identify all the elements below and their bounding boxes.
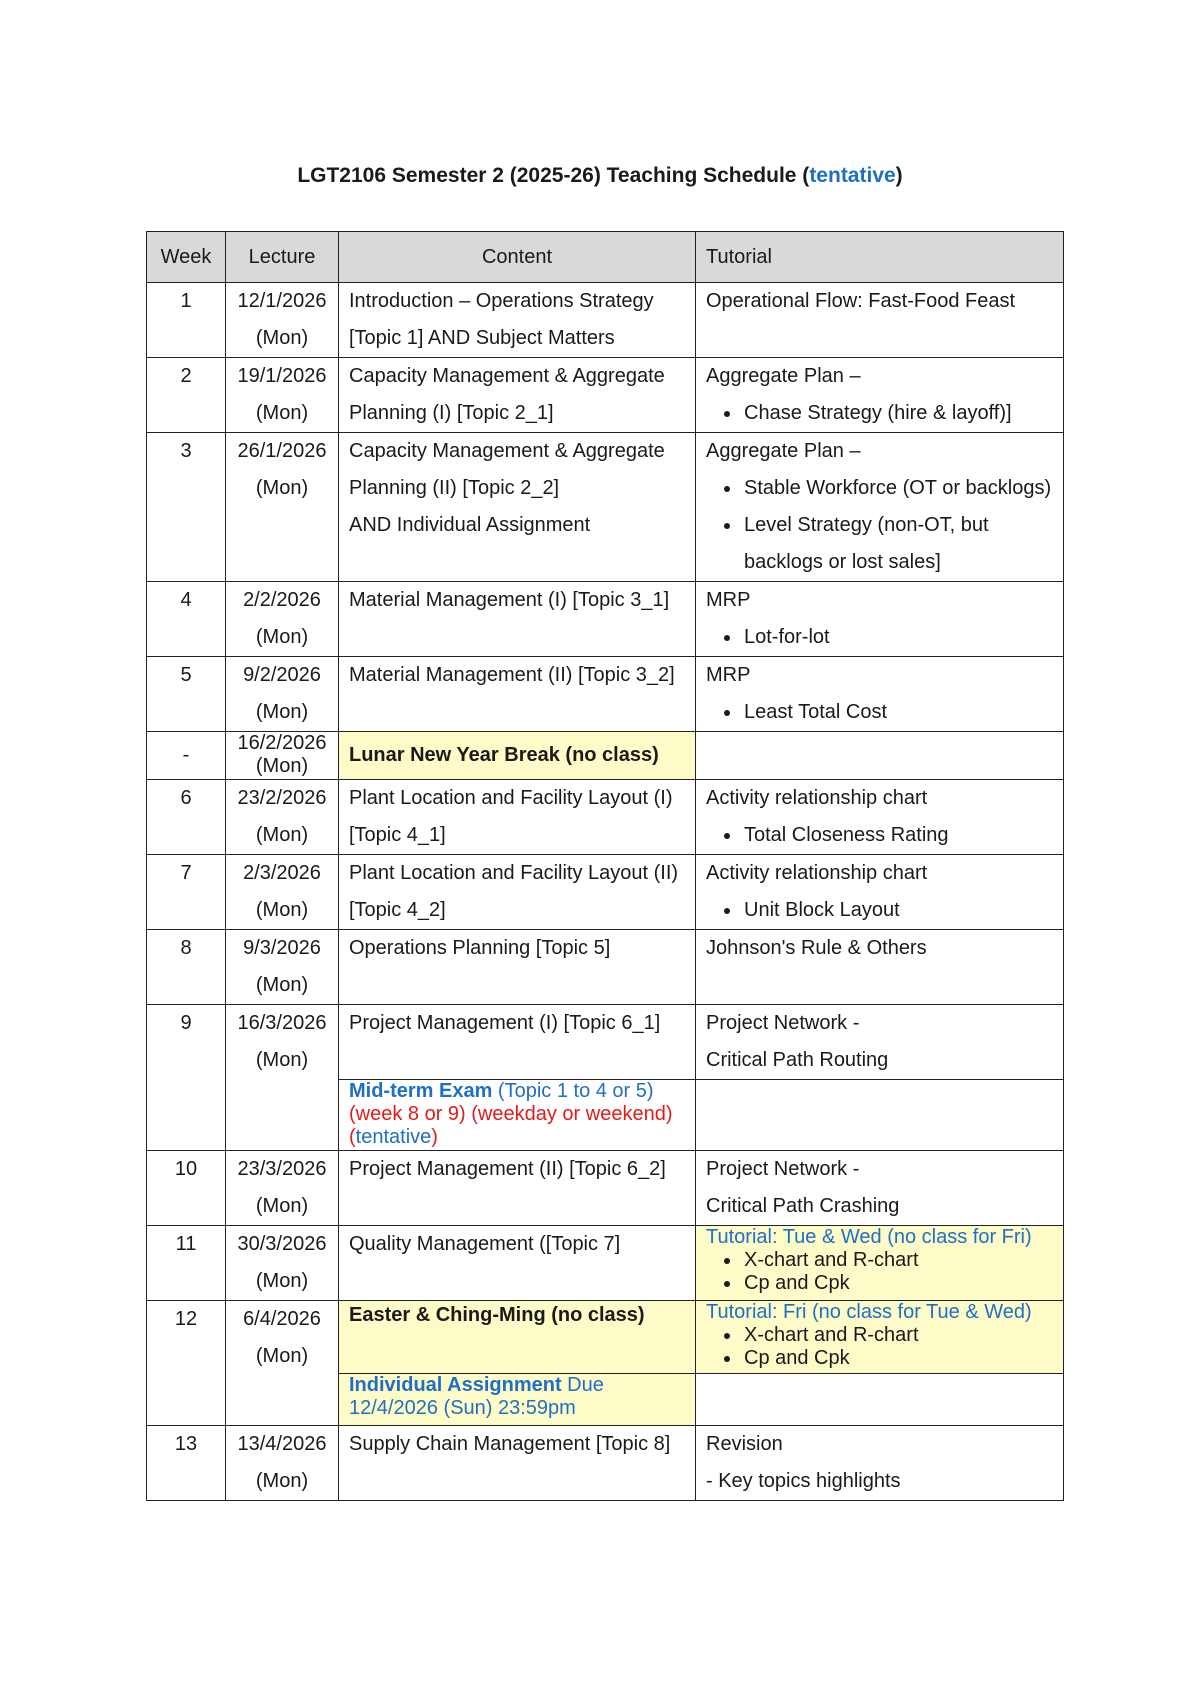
lecture-cell: 16/3/2026 (Mon) xyxy=(226,1005,339,1151)
tutorial-bullets xyxy=(706,619,1053,656)
content-cell: Capacity Management & Aggregate Planning (II) [Topic 2_2] AND Individual Assignment xyxy=(339,433,696,582)
list-item: • Level Strategy (non-OT, but backlogs or lost sales] xyxy=(742,507,1053,581)
tutorial-cell: Tutorial: Fri (no class for Tue & Wed) • X-chart and R-chart • Cp and Cpk xyxy=(696,1301,1064,1374)
table-row xyxy=(147,1005,1064,1080)
week-cell: 11 xyxy=(147,1226,226,1301)
list-item: • X-chart and R-chart xyxy=(742,1324,1053,1347)
content-cell: Supply Chain Management [Topic 8] xyxy=(339,1426,696,1501)
lecture-cell: 2/2/2026 (Mon) xyxy=(226,582,339,657)
table-row xyxy=(147,1301,1064,1374)
tutorial-cell: Activity relationship chart • Unit Block Layout xyxy=(696,855,1064,930)
week-cell: 1 xyxy=(147,283,226,358)
tutorial-bullets xyxy=(706,1249,1053,1295)
week-cell: 9 xyxy=(147,1005,226,1151)
table-row xyxy=(147,780,1064,855)
lecture-cell: 9/3/2026 (Mon) xyxy=(226,930,339,1005)
tutorial-cell: Johnson's Rule & Others xyxy=(696,930,1064,1005)
list-item: • X-chart and R-chart xyxy=(742,1249,1053,1272)
tutorial-bullets xyxy=(706,1324,1053,1370)
content-cell: Introduction – Operations Strategy [Topic 1] AND Subject Matters xyxy=(339,283,696,358)
list-item: • Cp and Cpk xyxy=(742,1272,1053,1295)
tutorial-cell: Activity relationship chart • Total Closeness Rating xyxy=(696,780,1064,855)
tutorial-bullets xyxy=(706,817,1053,854)
list-item: • Total Closeness Rating xyxy=(742,817,1053,854)
header-row xyxy=(147,232,1064,283)
lecture-cell: 23/2/2026 (Mon) xyxy=(226,780,339,855)
content-cell: Capacity Management & Aggregate Planning (I) [Topic 2_1] xyxy=(339,358,696,433)
tutorial-bullets xyxy=(706,892,1053,929)
lecture-cell: 9/2/2026 (Mon) xyxy=(226,657,339,732)
content-cell: Material Management (I) [Topic 3_1] xyxy=(339,582,696,657)
tutorial-cell xyxy=(696,1374,1064,1426)
tutorial-cell: Tutorial: Tue & Wed (no class for Fri) • X-chart and R-chart • Cp and Cpk xyxy=(696,1226,1064,1301)
week-cell: 2 xyxy=(147,358,226,433)
lecture-cell: 26/1/2026 (Mon) xyxy=(226,433,339,582)
tutorial-bullets xyxy=(706,395,1053,432)
content-cell: Material Management (II) [Topic 3_2] xyxy=(339,657,696,732)
table-row xyxy=(147,732,1064,780)
lecture-cell: 19/1/2026 (Mon) xyxy=(226,358,339,433)
table-row xyxy=(147,1226,1064,1301)
week-cell: 13 xyxy=(147,1426,226,1501)
tutorial-cell: Project Network - Critical Path Routing xyxy=(696,1005,1064,1080)
lecture-cell: 12/1/2026 (Mon) xyxy=(226,283,339,358)
content-cell: Plant Location and Facility Layout (II) [Topic 4_2] xyxy=(339,855,696,930)
header-tutorial: Tutorial xyxy=(696,232,1064,283)
content-cell: Plant Location and Facility Layout (I) [Topic 4_1] xyxy=(339,780,696,855)
table-row xyxy=(147,657,1064,732)
midterm-exam-cell: Mid-term Exam (Topic 1 to 4 or 5) (week 8 or 9) (weekday or weekend) (tentative) xyxy=(339,1080,696,1151)
tutorial-cell: Revision - Key topics highlights xyxy=(696,1426,1064,1501)
tutorial-bullets xyxy=(706,470,1053,581)
table-row xyxy=(147,1426,1064,1501)
week-cell: 6 xyxy=(147,780,226,855)
schedule-table xyxy=(146,231,1064,1501)
lecture-cell: 30/3/2026 (Mon) xyxy=(226,1226,339,1301)
lecture-cell: 23/3/2026 (Mon) xyxy=(226,1151,339,1226)
header-week: Week xyxy=(147,232,226,283)
list-item: • Unit Block Layout xyxy=(742,892,1053,929)
header-content: Content xyxy=(339,232,696,283)
table-row xyxy=(147,433,1064,582)
list-item: • Lot-for-lot xyxy=(742,619,1053,656)
week-cell: 4 xyxy=(147,582,226,657)
list-item: • Cp and Cpk xyxy=(742,1347,1053,1370)
lecture-cell: 13/4/2026 (Mon) xyxy=(226,1426,339,1501)
content-cell: Quality Management ([Topic 7] xyxy=(339,1226,696,1301)
list-item: • Least Total Cost xyxy=(742,694,1053,731)
week-cell: 12 xyxy=(147,1301,226,1426)
lecture-cell: 16/2/2026 (Mon) xyxy=(226,732,339,780)
header-lecture: Lecture xyxy=(226,232,339,283)
tutorial-cell xyxy=(696,1080,1064,1151)
week-cell: 8 xyxy=(147,930,226,1005)
tutorial-cell: Operational Flow: Fast-Food Feast xyxy=(696,283,1064,358)
table-row xyxy=(147,855,1064,930)
content-cell: Operations Planning [Topic 5] xyxy=(339,930,696,1005)
tutorial-bullets xyxy=(706,694,1053,731)
tutorial-cell: MRP • Least Total Cost xyxy=(696,657,1064,732)
table-row xyxy=(147,1151,1064,1226)
tutorial-cell: Project Network - Critical Path Crashing xyxy=(696,1151,1064,1226)
page-title: LGT2106 Semester 2 (2025-26) Teaching Schedule (tentative) xyxy=(297,164,903,187)
table-row xyxy=(147,930,1064,1005)
content-cell: Lunar New Year Break (no class) xyxy=(339,732,696,780)
assignment-due-cell: Individual Assignment Due 12/4/2026 (Sun) 23:59pm xyxy=(339,1374,696,1426)
week-cell: 7 xyxy=(147,855,226,930)
content-cell: Project Management (II) [Topic 6_2] xyxy=(339,1151,696,1226)
tutorial-cell: Aggregate Plan – • Chase Strategy (hire & layoff)] xyxy=(696,358,1064,433)
week-cell: - xyxy=(147,732,226,780)
tutorial-cell xyxy=(696,732,1064,780)
content-cell: Easter & Ching-Ming (no class) xyxy=(339,1301,696,1374)
list-item: • Stable Workforce (OT or backlogs) xyxy=(742,470,1053,507)
table-row xyxy=(147,582,1064,657)
lecture-cell: 6/4/2026 (Mon) xyxy=(226,1301,339,1426)
table-row xyxy=(147,358,1064,433)
week-cell: 3 xyxy=(147,433,226,582)
table-row xyxy=(147,283,1064,358)
lecture-cell: 2/3/2026 (Mon) xyxy=(226,855,339,930)
list-item: • Chase Strategy (hire & layoff)] xyxy=(742,395,1053,432)
week-cell: 10 xyxy=(147,1151,226,1226)
content-cell: Project Management (I) [Topic 6_1] xyxy=(339,1005,696,1080)
week-cell: 5 xyxy=(147,657,226,732)
tentative-label: tentative xyxy=(809,164,896,187)
tutorial-cell: MRP • Lot-for-lot xyxy=(696,582,1064,657)
tutorial-cell: Aggregate Plan – • Stable Workforce (OT or backlogs) • Level Strategy (non-OT, but backlogs or lost sales] xyxy=(696,433,1064,582)
